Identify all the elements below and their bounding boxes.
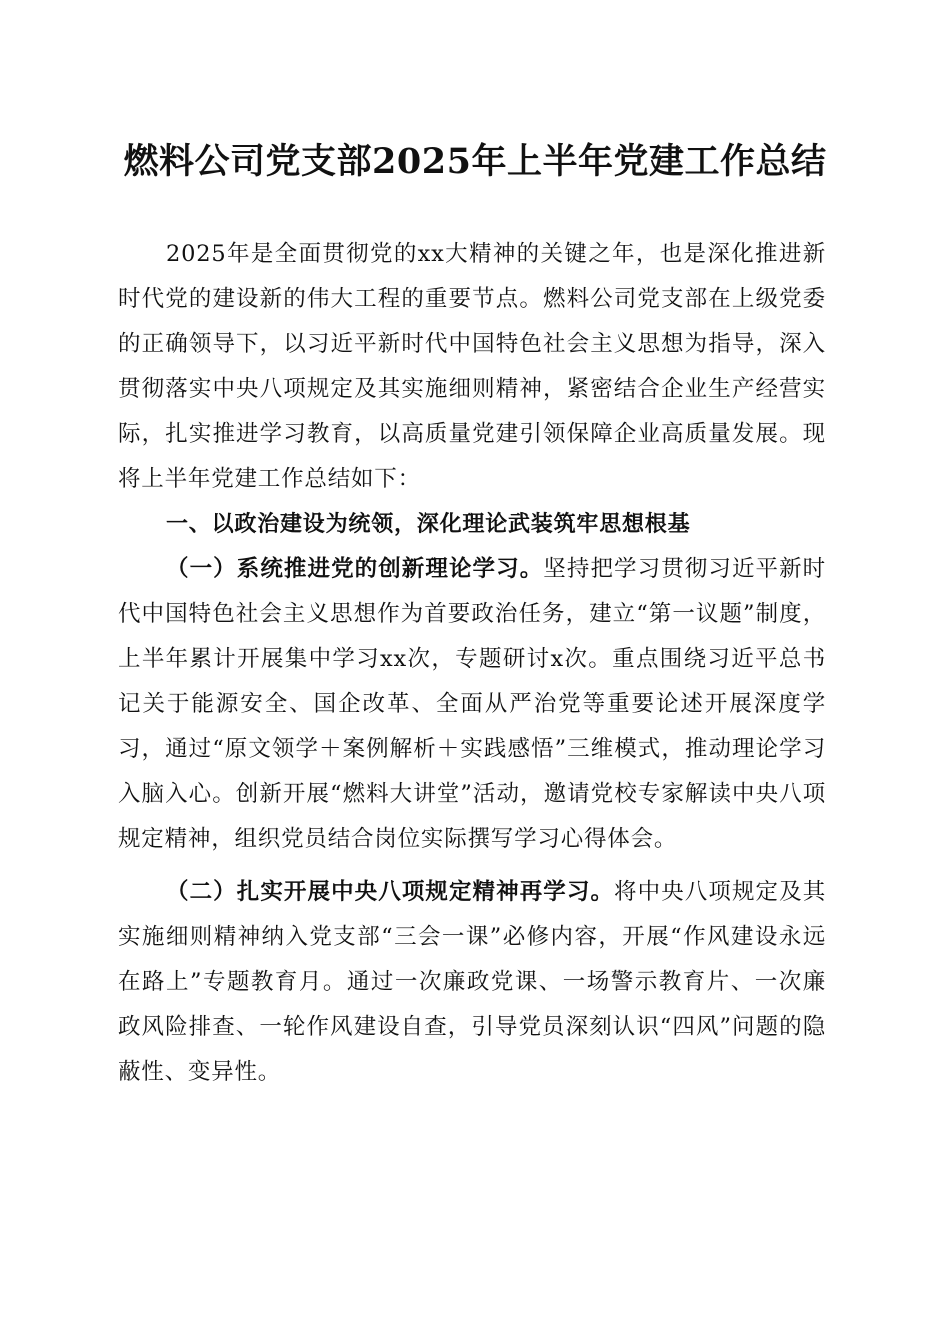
item-2-lead: （二）扎实开展中央八项规定精神再学习。 bbox=[166, 879, 615, 905]
section-heading-1: 一、以政治建设为统领，深化理论武装筑牢思想根基 bbox=[166, 512, 691, 537]
intro-paragraph: 2025年是全面贯彻党的xx大精神的关键之年，也是深化推进新时代党的建设新的伟大工程的重要节点。燃料公司党支部在上级党委的正确领导下，以习近平新时代中国特色社会主义思想为指导，深入贯彻落实中央八项规定及其实施细则精神，紧密结合企业生产经营实际，扎实推进学习教育，以高质量党建引领保障企业高质量发展。现将上半年党建工作总结如下： bbox=[118, 241, 826, 492]
section-1-item-1 bbox=[118, 547, 826, 862]
document-title: 燃料公司党支部2025年上半年党建工作总结 bbox=[123, 141, 827, 182]
paragraph-gap bbox=[118, 862, 826, 870]
item-1-text: 坚持把学习贯彻习近平新时代中国特色社会主义思想作为首要政治任务，建立“第一议题”制度，上半年累计开展集中学习xx次，专题研讨x次。重点围绕习近平总书记关于能源安全、国企改革、全面从严治党等重要论述开展深度学习，通过“原文领学＋案例解析＋实践感悟”三维模式，推动理论学习入脑入心。创新开展“燃料大讲堂”活动，邀请党校专家解读中央八项规定精神，组织党员结合岗位实际撰写学习心得体会。 bbox=[118, 556, 826, 852]
section-1-item-2 bbox=[118, 870, 826, 1095]
item-2-text: 将中央八项规定及其实施细则精神纳入党支部“三会一课”必修内容，开展“作风建设永远在路上”专题教育月。通过一次廉政党课、一场警示教育片、一次廉政风险排查、一轮作风建设自查，引导党员深刻认识“四风”问题的隐蔽性、变异性。 bbox=[118, 879, 826, 1085]
document-body bbox=[118, 232, 826, 1095]
item-1-lead: （一）系统推进党的创新理论学习。 bbox=[166, 556, 544, 582]
